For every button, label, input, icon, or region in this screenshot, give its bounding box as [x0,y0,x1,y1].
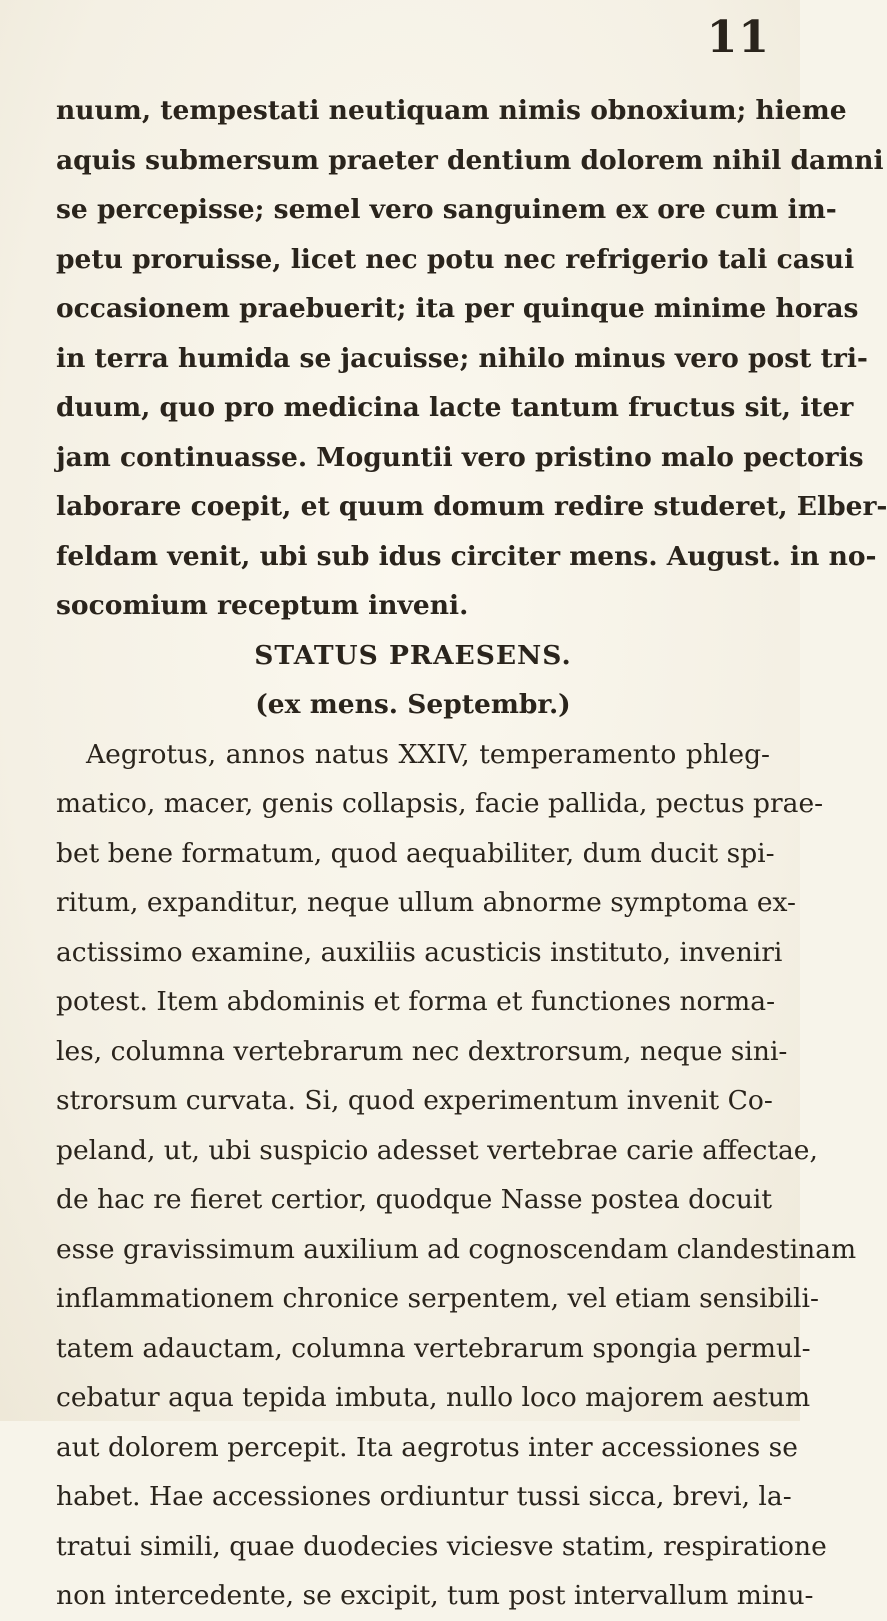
text-line: aquis submersum praeter dentium dolorem nihil damni [56,144,884,176]
text-line: inflammationem chronice serpentem, vel etiam sensibili- [56,1283,819,1314]
text-line: duum, quo pro medicina lacte tantum fructus sit, iter [56,392,854,423]
section-heading: STATUS PRAESENS. [254,639,572,671]
text-line: petu proruisse, licet nec potu nec refrigerio tali casui [56,243,855,275]
text-line: aut dolorem percepit. Ita aegrotus inter accessiones se [56,1431,798,1463]
text-line: matico, macer, genis collapsis, facie pallida, pectus prae- [56,788,824,819]
text-line: laborare coepit, et quum domum redire studeret, Elber- [56,491,887,522]
text-line: habet. Hae accessiones ordiuntur tussi sicca, brevi, la- [56,1481,792,1512]
text-line: se percepisse; semel vero sanguinem ex ore cum im- [56,194,837,225]
text-line: bet bene formatum, quod aequabiliter, dum ducit spi- [56,837,775,869]
text-line: occasionem praebuerit; ita per quinque minime horas [56,293,859,324]
text-line: peland, ut, ubi suspicio adesset vertebrae carie affectae, [56,1134,818,1166]
text-line: tratui simili, quae duodecies viciesve statim, respiratione [56,1530,827,1562]
text-line: in terra humida se jacuisse; nihilo minus vero post tri- [56,342,868,374]
text-line: socomium receptum inveni. [56,590,469,621]
body-text [56,86,887,1621]
text-line: nuum, tempestati neutiquam nimis obnoxium; hieme [56,95,847,126]
text-line: ritum, expanditur, neque ullum abnorme symptoma ex- [56,887,796,918]
text-line: jam continuasse. Moguntii vero pristino malo pectoris [56,441,864,473]
text-line: actissimo examine, auxiliis acusticis instituto, inveniri [56,936,783,968]
text-line: esse gravissimum auxilium ad cognoscendam clandestinam [56,1233,857,1265]
text-line: strorsum curvata. Si, quod experimentum invenit Co- [56,1085,773,1116]
text-line: Aegrotus, annos natus XXIV, temperamento phleg- [86,738,770,770]
text-line: les, columna vertebrarum nec dextrorsum, neque sini- [56,1035,788,1067]
section-subheading: (ex mens. Septembr.) [255,689,571,720]
text-line: potest. Item abdominis et forma et functiones norma- [56,986,776,1017]
page-number: 11 [706,12,770,63]
text-line: cebatur aqua tepida imbuta, nullo loco majorem aestum [56,1382,811,1413]
text-line: feldam venit, ubi sub idus circiter mens. August. in no- [56,540,877,572]
text-line: tatem adauctam, columna vertebrarum spongia permul- [56,1332,811,1364]
text-line: non intercedente, se excipit, tum post intervallum minu- [56,1580,814,1611]
text-line: de hac re fieret certior, quodque Nasse postea docuit [56,1184,773,1215]
